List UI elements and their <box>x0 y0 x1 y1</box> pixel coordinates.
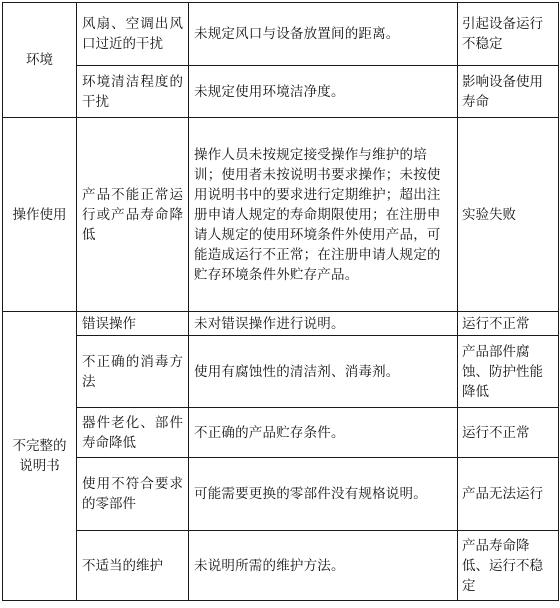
cause-cell: 不正确的产品贮存条件。 <box>189 408 458 458</box>
cause-cell: 未规定风口与设备放置间的距离。 <box>189 3 458 66</box>
consequence-cell: 产品部件腐蚀、防护性能降低 <box>458 336 559 408</box>
hazard-cell: 不适当的维护 <box>77 531 189 601</box>
category-cell: 不完整的说明书 <box>3 312 77 601</box>
cause-cell: 操作人员未按规定接受操作与维护的培训；使用者未按说明书要求操作；未按使用说明书中的要求进行定期维护；超出注册申请人规定的寿命期限使用；在注册申请人规定的使用环境条件外使用产品，可能造成运行不正常；在注册申请人规定的贮存环境条件外贮存产品。 <box>189 118 458 312</box>
hazard-cell: 风扇、空调出风口过近的干扰 <box>77 3 189 66</box>
consequence-cell: 实验失败 <box>458 118 559 312</box>
table-row <box>3 531 559 601</box>
consequence-cell: 引起设备运行不稳定 <box>458 3 559 66</box>
consequence-cell: 运行不正常 <box>458 312 559 336</box>
table-row <box>3 312 559 336</box>
hazard-cell: 产品不能正常运行或产品寿命降低 <box>77 118 189 312</box>
consequence-cell: 影响设备使用寿命 <box>458 66 559 118</box>
table-row <box>3 336 559 408</box>
category-cell: 操作使用 <box>3 118 77 312</box>
table-row <box>3 408 559 458</box>
table-row <box>3 118 559 312</box>
consequence-cell: 运行不正常 <box>458 408 559 458</box>
cause-cell: 未对错误操作进行说明。 <box>189 312 458 336</box>
hazard-cell: 不正确的消毒方法 <box>77 336 189 408</box>
hazard-cell: 环境清洁程度的干扰 <box>77 66 189 118</box>
consequence-cell: 产品无法运行 <box>458 458 559 531</box>
hazard-cell: 使用不符合要求的零部件 <box>77 458 189 531</box>
table-row <box>3 458 559 531</box>
cause-cell: 使用有腐蚀性的清洁剂、消毒剂。 <box>189 336 458 408</box>
category-cell: 环境 <box>3 3 77 118</box>
consequence-cell: 产品寿命降低、运行不稳定 <box>458 531 559 601</box>
cause-cell: 未说明所需的维护方法。 <box>189 531 458 601</box>
cause-cell: 可能需要更换的零部件没有规格说明。 <box>189 458 458 531</box>
hazard-cell: 错误操作 <box>77 312 189 336</box>
table-row <box>3 3 559 66</box>
cause-cell: 未规定使用环境洁净度。 <box>189 66 458 118</box>
hazard-table <box>2 2 559 601</box>
hazard-cell: 器件老化、部件寿命降低 <box>77 408 189 458</box>
table-row <box>3 66 559 118</box>
